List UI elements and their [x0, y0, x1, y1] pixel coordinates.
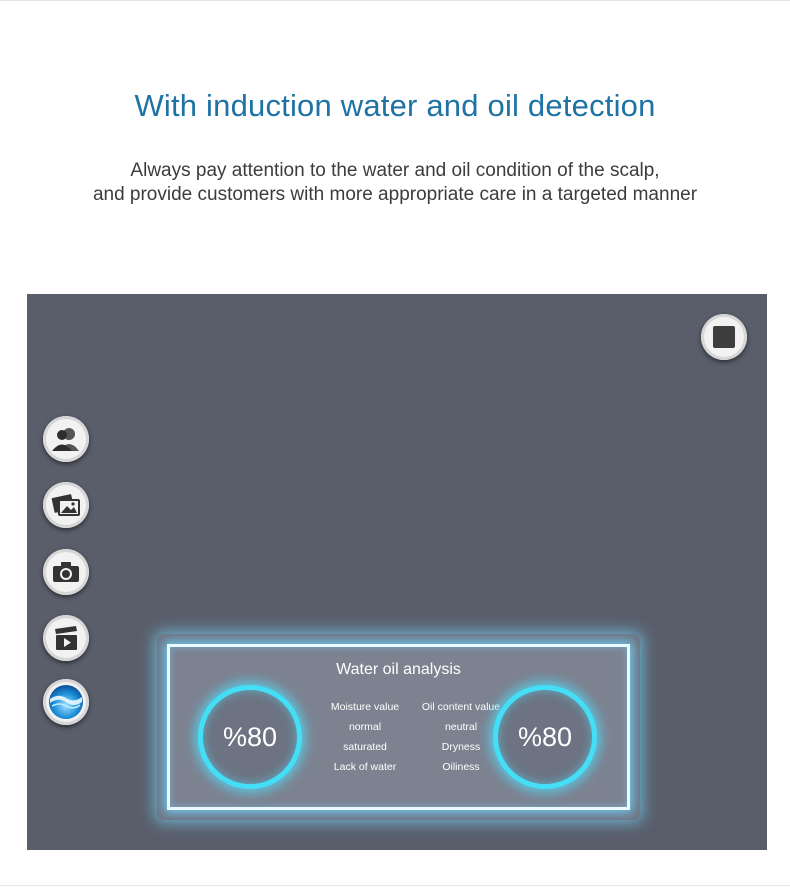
photo-gallery-icon [51, 492, 81, 518]
profile-button[interactable] [43, 416, 89, 462]
moisture-column [320, 697, 410, 777]
moisture-value-label: Moisture value [330, 701, 400, 713]
gallery-button[interactable] [43, 482, 89, 528]
video-play-icon [52, 625, 80, 651]
bottom-divider [0, 885, 790, 886]
oil-neutral-label: neutral [444, 721, 478, 733]
moisture-saturated-label: saturated [343, 741, 387, 753]
moisture-gauge: %80 [198, 685, 302, 789]
camera-icon [51, 560, 81, 584]
user-profile-icon [51, 426, 81, 452]
analysis-title: Water oil analysis [336, 661, 461, 678]
oil-value-label: Oil content value [421, 701, 501, 713]
page-title: With induction water and oil detection [134, 88, 656, 123]
stop-icon [713, 326, 735, 348]
moisture-lack-label: Lack of water [333, 761, 397, 773]
oil-gauge: %80 [493, 685, 597, 789]
video-button[interactable] [43, 615, 89, 661]
device-screen [27, 294, 767, 850]
water-button[interactable] [43, 679, 89, 725]
top-divider [0, 0, 790, 1]
water-oil-analysis-panel [167, 644, 630, 810]
subtitle-line-1: Always pay attention to the water and oil condition of the scalp, [130, 160, 660, 181]
oil-dryness-label: Dryness [441, 741, 481, 753]
moisture-normal-label: normal [348, 721, 382, 733]
camera-button[interactable] [43, 549, 89, 595]
stop-button[interactable] [701, 314, 747, 360]
water-icon [48, 684, 84, 720]
oil-oiliness-label: Oiliness [442, 761, 480, 773]
subtitle-line-2: and provide customers with more appropriate care in a targeted manner [92, 184, 698, 205]
